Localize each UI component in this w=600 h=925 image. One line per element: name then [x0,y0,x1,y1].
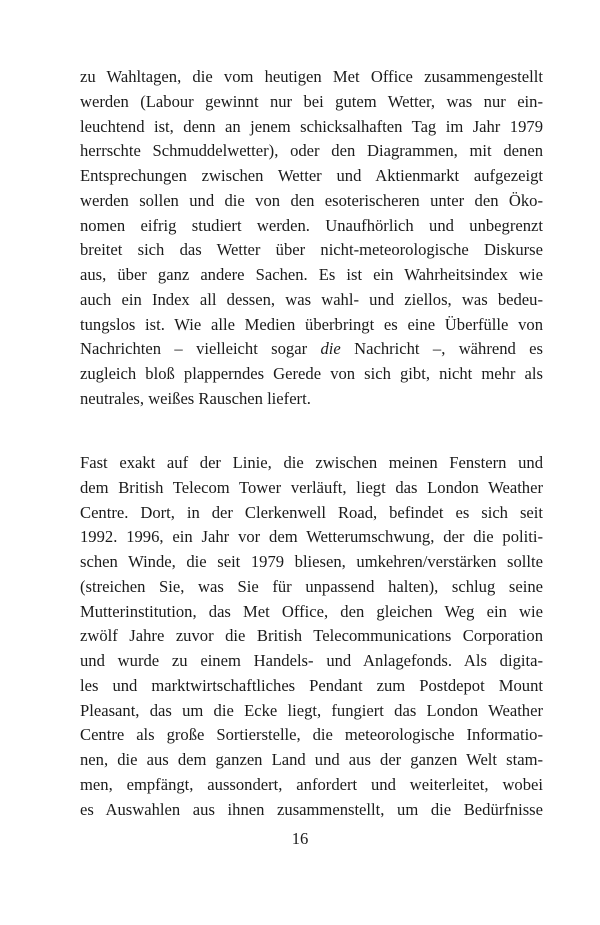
text-line: Entsprechungen zwischen Wetter und Aktienmarkt aufgezeigt [80,166,543,185]
paragraph-1 [80,65,543,412]
text-line: dem British Telecom Tower verläuft, liegt das London Weather [80,477,543,497]
text-line: men, empfängt, aussondert, anfordert und weiterleitet, wobei [80,774,543,794]
text-line: (streichen Sie, was Sie für unpassend halten), schlug seine [80,576,543,596]
text-line: leuchtend ist, denn an jenem schicksalhaften Tag im Jahr 1979 [80,116,543,136]
text-line: neutrales, weißes Rauschen liefert. [80,388,311,408]
text-line: Mutterinstitution, das Met Office, den gleichen Weg ein wie [80,601,543,621]
text-line: aus, über ganz andere Sachen. Es ist ein Wahrheitsindex wie [80,265,543,284]
text-line: Fast exakt auf der Linie, die zwischen meinen Fenstern und [80,453,543,472]
text-line: zugleich bloß plapperndes Gerede von sich gibt, nicht mehr als [80,364,543,383]
emphasized-word: die [320,339,341,359]
text-line: Centre. Dort, in der Clerkenwell Road, befindet es sich seit [80,502,543,522]
text-line: herrschte Schmuddelwetter), oder den Diagrammen, mit denen [80,141,543,161]
paragraph-2 [80,451,543,822]
text-line: schen Winde, die seit 1979 bliesen, umkehren/verstärken sollte [80,552,543,571]
text-line: 1992. 1996, ein Jahr vor dem Wetterumschwung, der die politi- [80,527,543,547]
text-line-with-emphasis [80,337,543,362]
text-line: und wurde zu einem Handels- und Anlagefonds. Als digita- [80,651,543,670]
text-line: werden (Labour gewinnt nur bei gutem Wetter, was nur ein- [80,91,543,111]
text-line: breitet sich das Wetter über nicht-meteorologische Diskurse [80,240,543,260]
text-line: Pleasant, das um die Ecke liegt, fungiert das London Weather [80,700,543,720]
text-line: zu Wahltagen, die vom heutigen Met Office zusammengestellt [80,67,543,86]
text-line: Centre als große Sortierstelle, die meteorologische Informatio- [80,725,543,745]
text-line: es Auswahlen aus ihnen zusammenstellt, um die Bedürfnisse [80,799,543,819]
text-line: zwölf Jahre zuvor die British Telecommunications Corporation [80,626,543,646]
text-line: nomen eifrig studiert werden. Unaufhörlich und unbegrenzt [80,215,543,235]
text-line: les und marktwirtschaftliches Pendant zum Postdepot Mount [80,675,543,695]
text-line: werden sollen und die von den esoterischeren unter den Öko- [80,190,543,210]
page-number: 16 [291,829,309,848]
text-line: tungslos ist. Wie alle Medien überbringt es eine Überfülle von [80,314,543,334]
text-line: nen, die aus dem ganzen Land und aus der ganzen Welt stam- [80,750,543,769]
text-segment: Nachricht –, während es [340,339,543,359]
text-segment: Nachrichten – vielleicht sogar [80,339,321,359]
text-line: auch ein Index all dessen, was wahl- und ziellos, was bedeu- [80,289,543,309]
